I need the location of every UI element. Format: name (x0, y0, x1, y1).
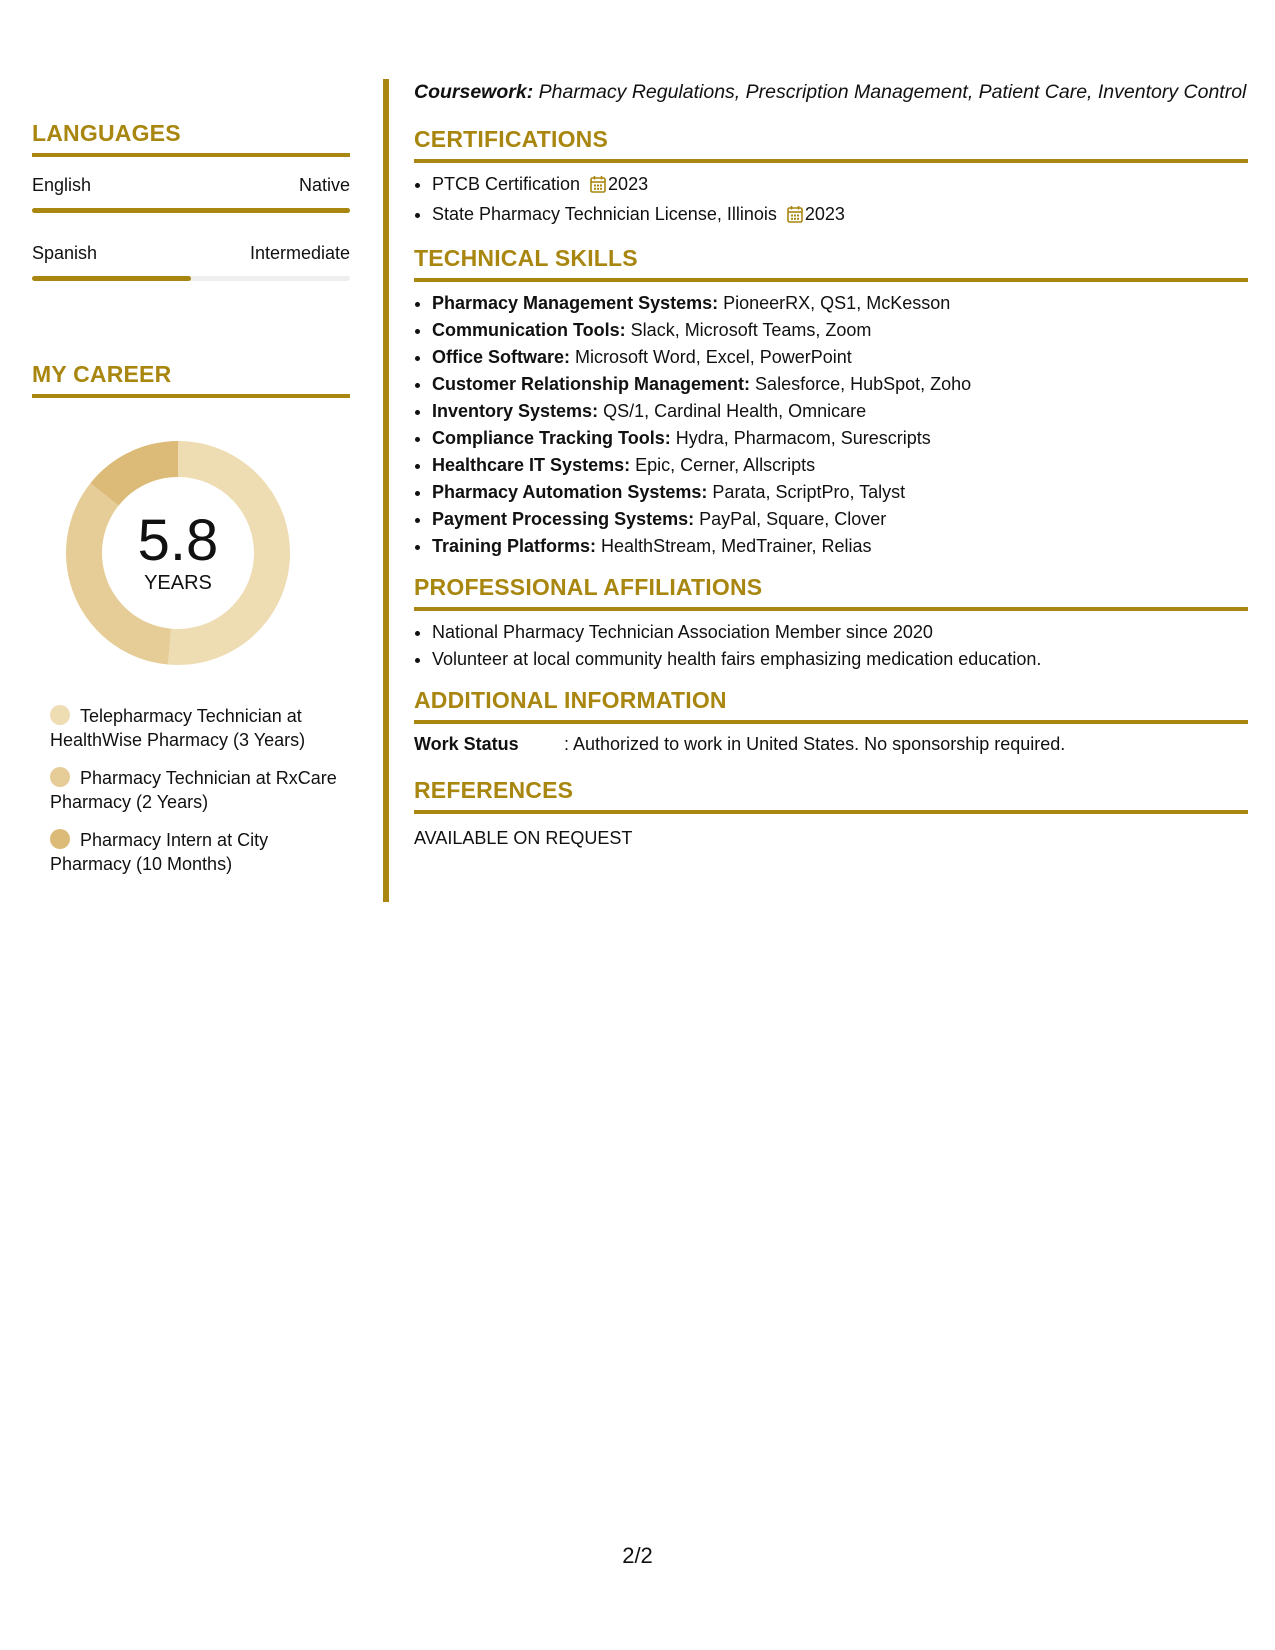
references-text: AVAILABLE ON REQUEST (414, 828, 633, 848)
language-row (32, 175, 350, 196)
references-heading: REFERENCES (414, 777, 1248, 814)
affiliations-list (414, 619, 1248, 673)
skill-category: Communication Tools: (432, 320, 626, 340)
calendar-icon (787, 204, 803, 231)
skill-item (432, 452, 1248, 479)
right-column (414, 80, 1248, 849)
affiliations-heading: PROFESSIONAL AFFILIATIONS (414, 574, 1248, 611)
language-item (32, 243, 350, 281)
certifications-heading: CERTIFICATIONS (414, 126, 1248, 163)
languages-list (32, 175, 350, 281)
language-level: Native (298, 175, 350, 195)
page-number: 2/2 (622, 1543, 653, 1568)
technical-skills-list (414, 290, 1248, 560)
skill-category: Inventory Systems: (432, 401, 599, 421)
skill-item (432, 398, 1248, 425)
technical-skills-heading: TECHNICAL SKILLS (414, 245, 1248, 282)
work-status-row (414, 734, 1248, 755)
skill-values: HealthStream, MedTrainer, Relias (596, 536, 872, 556)
skill-values: PayPal, Square, Clover (694, 509, 887, 529)
certification-year: 2023 (608, 174, 649, 194)
language-bar-fill (32, 208, 350, 213)
language-bar-track (32, 276, 350, 281)
skill-values: PioneerRX, QS1, McKesson (718, 293, 951, 313)
skill-values: Hydra, Pharmacom, Surescripts (670, 428, 931, 448)
legend-dot-icon (50, 767, 70, 787)
certification-year: 2023 (804, 204, 845, 224)
additional-info-heading: ADDITIONAL INFORMATION (414, 687, 1248, 724)
language-row (32, 243, 350, 264)
certification-item (432, 171, 1248, 201)
column-divider (383, 79, 389, 902)
skill-category: Pharmacy Management Systems: (432, 293, 719, 313)
coursework-label: Coursework: (414, 81, 534, 103)
language-item (32, 175, 350, 213)
legend-dot-icon (50, 829, 70, 849)
career-legend-item (50, 704, 340, 752)
skill-category: Compliance Tracking Tools: (432, 428, 671, 448)
skill-category: Payment Processing Systems: (432, 509, 695, 529)
skill-values: Parata, ScriptPro, Talyst (707, 482, 906, 502)
career-legend-label: Telepharmacy Technician at HealthWise Pharmacy (3 Years) (50, 706, 306, 750)
legend-dot-icon (50, 705, 70, 725)
skill-values: Salesforce, HubSpot, Zoho (750, 374, 972, 394)
career-legend-item (50, 828, 340, 876)
skill-item (432, 344, 1248, 371)
certification-name: State Pharmacy Technician License, Illinois (432, 204, 777, 224)
career-legend-label: Pharmacy Technician at RxCare Pharmacy (2 Years) (50, 768, 337, 812)
career-donut-chart (63, 438, 293, 668)
skill-item (432, 425, 1248, 452)
donut-center (63, 508, 293, 595)
skill-item (432, 290, 1248, 317)
skill-item (432, 506, 1248, 533)
skill-item (432, 479, 1248, 506)
affiliation-item: • National Pharmacy Technician Association Member since 2020 (432, 619, 1248, 646)
certification-name: PTCB Certification (432, 174, 581, 194)
coursework (414, 80, 1248, 104)
career-legend (50, 704, 350, 876)
skill-category: Healthcare IT Systems: (432, 455, 631, 475)
skill-values: Epic, Cerner, Allscripts (630, 455, 816, 475)
language-bar-fill (32, 276, 191, 281)
skill-category: Office Software: (432, 347, 571, 367)
affiliation-item: • Volunteer at local community health fairs emphasizing medication education. (432, 646, 1248, 673)
work-status-value: : Authorized to work in United States. No sponsorship required. (564, 734, 1066, 754)
languages-heading: LANGUAGES (32, 120, 350, 157)
language-level: Intermediate (249, 243, 350, 263)
skill-category: Customer Relationship Management: (432, 374, 751, 394)
skill-item (432, 533, 1248, 560)
skill-values: Microsoft Word, Excel, PowerPoint (570, 347, 852, 367)
language-bar-track (32, 208, 350, 213)
certifications-list (414, 171, 1248, 231)
language-name: English (32, 175, 92, 195)
skill-item (432, 317, 1248, 344)
left-column (32, 80, 350, 890)
skill-values: Slack, Microsoft Teams, Zoom (625, 320, 872, 340)
certification-item (432, 201, 1248, 231)
career-heading: MY CAREER (32, 361, 350, 398)
career-legend-item (50, 766, 340, 814)
career-legend-label: Pharmacy Intern at City Pharmacy (10 Months) (50, 830, 269, 874)
career-total-unit: YEARS (144, 572, 212, 594)
calendar-icon (590, 174, 606, 201)
work-status-label: Work Status (414, 734, 519, 754)
skill-category: Pharmacy Automation Systems: (432, 482, 708, 502)
coursework-text: Pharmacy Regulations, Prescription Management, Patient Care, Inventory Control (533, 81, 1247, 103)
language-name: Spanish (32, 243, 98, 263)
skill-values: QS/1, Cardinal Health, Omnicare (598, 401, 867, 421)
career-total-years: 5.8 (137, 508, 219, 573)
skill-item (432, 371, 1248, 398)
skill-category: Training Platforms: (432, 536, 597, 556)
